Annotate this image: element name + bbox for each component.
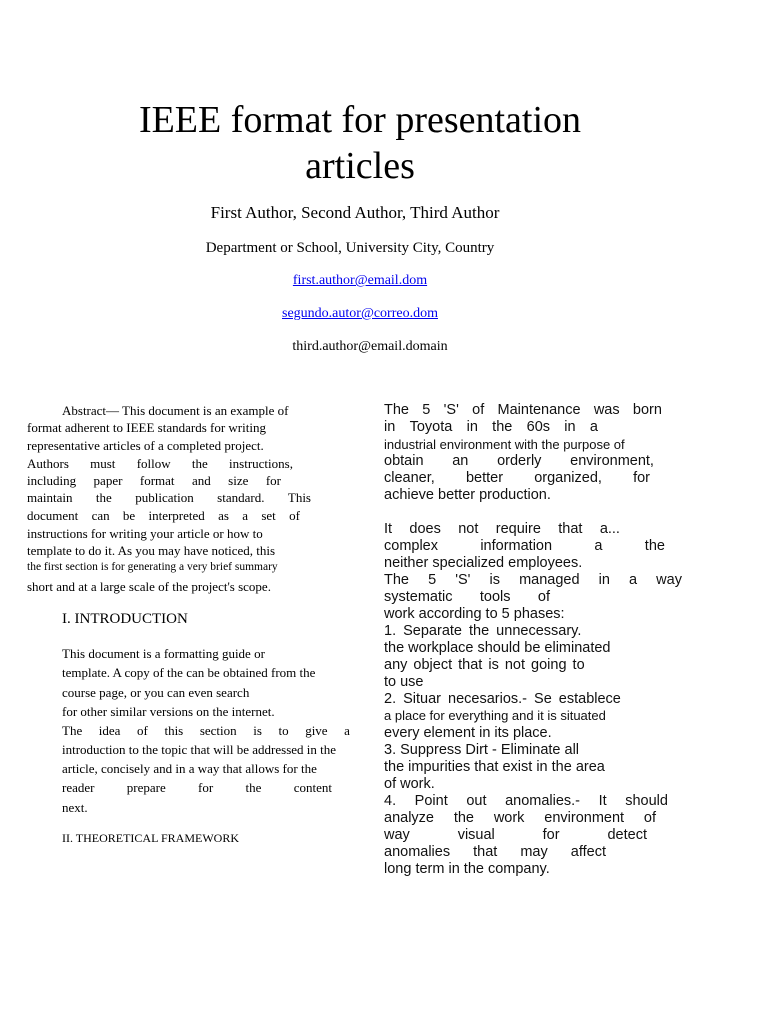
word: to — [278, 723, 289, 738]
email-text-third: third.author@email.domain — [292, 339, 448, 354]
word: follow — [136, 456, 171, 471]
body-line — [384, 844, 606, 860]
abstract-line — [27, 473, 281, 489]
word: The — [384, 402, 409, 418]
abstract-line: instructions for writing your article or how to — [27, 526, 263, 541]
word: a — [629, 572, 638, 588]
word: give — [305, 723, 328, 738]
word: a — [242, 508, 249, 523]
body-line: industrial environment with the purpose of — [384, 437, 625, 452]
word: the — [245, 780, 262, 795]
word: of — [643, 810, 656, 826]
word: in — [384, 419, 396, 435]
word: the — [191, 456, 208, 471]
word: environment — [544, 810, 625, 826]
word: this — [164, 723, 184, 738]
word: organized, — [534, 470, 602, 486]
abstract-line: the first section is for generating a very brief summary — [27, 561, 278, 573]
word: for — [265, 473, 281, 488]
body-line: every element in its place. — [384, 725, 552, 741]
word: systematic — [384, 589, 453, 605]
title-line-2: articles — [305, 145, 415, 187]
word: maintain — [27, 490, 73, 505]
word: for — [542, 827, 560, 843]
intro-line — [62, 723, 350, 739]
word: managed — [519, 572, 580, 588]
word: reader — [62, 780, 95, 795]
body-line: work according to 5 phases: — [384, 606, 565, 622]
word: document — [27, 508, 79, 523]
intro-line: template. A copy of the can be obtained from the — [62, 665, 316, 680]
word: out — [466, 793, 487, 809]
word: as — [218, 508, 229, 523]
word: content — [293, 780, 332, 795]
word: Toyota — [409, 419, 453, 435]
body-line — [384, 589, 550, 605]
word: section — [199, 723, 237, 738]
word: The — [384, 572, 409, 588]
word: does — [409, 521, 441, 537]
word: prepare — [126, 780, 166, 795]
word: a — [594, 538, 603, 554]
word: be — [122, 508, 136, 523]
word: It — [384, 521, 393, 537]
email-third — [10, 339, 730, 355]
word: way — [656, 572, 682, 588]
body-line — [384, 827, 647, 843]
word: must — [90, 456, 116, 471]
body-line: a place for everything and it is situated — [384, 708, 606, 723]
word: of — [137, 723, 148, 738]
word: environment, — [570, 453, 654, 469]
word: 5 — [428, 572, 437, 588]
word: Maintenance — [497, 402, 581, 418]
intro-line: This document is a formatting guide or — [62, 646, 265, 661]
body-line: of work. — [384, 776, 435, 792]
intro-line — [62, 780, 332, 796]
word: publication — [135, 490, 194, 505]
title-line-1: IEEE format for presentation — [138, 99, 582, 141]
word: orderly — [497, 453, 542, 469]
body-line: the impurities that exist in the area — [384, 759, 605, 775]
body-line — [384, 419, 598, 435]
abstract-line: representative articles of a completed project. — [27, 438, 264, 453]
department: Department or School, University City, Country — [205, 240, 495, 256]
abstract-line — [27, 456, 293, 472]
word: a — [344, 723, 350, 738]
body-line — [384, 453, 654, 469]
word: anomalies — [384, 844, 451, 860]
body-line — [384, 810, 656, 826]
word: require — [495, 521, 541, 537]
word: an — [452, 453, 469, 469]
heading-introduction: I. INTRODUCTION — [62, 611, 188, 627]
word: complex — [384, 538, 438, 554]
word: format — [139, 473, 175, 488]
word: the — [644, 538, 665, 554]
word: cleaner, — [384, 470, 435, 486]
body-line: neither specialized employees. — [384, 555, 583, 571]
abstract-line — [27, 490, 311, 506]
word: in — [598, 572, 610, 588]
word: of — [537, 589, 550, 605]
word: may — [520, 844, 548, 860]
word: 4. — [384, 793, 397, 809]
word: born — [632, 402, 662, 418]
body-line: the workplace should be eliminated — [384, 640, 611, 656]
word: tools — [479, 589, 511, 605]
word: Point — [414, 793, 448, 809]
word: the — [95, 490, 112, 505]
word: 5 — [422, 402, 431, 418]
word: way — [384, 827, 410, 843]
word: detect — [607, 827, 647, 843]
word: not — [458, 521, 479, 537]
word: 'S' — [443, 402, 459, 418]
abstract-line: short and at a large scale of the project's scope. — [27, 579, 271, 594]
word: is — [489, 572, 501, 588]
body-line: to use — [384, 674, 424, 690]
word: Authors — [27, 456, 69, 471]
word: idea — [98, 723, 121, 738]
body-line — [384, 572, 682, 588]
word: work — [493, 810, 525, 826]
body-line — [384, 538, 665, 554]
word: that — [558, 521, 583, 537]
word: in — [564, 419, 576, 435]
word: should — [625, 793, 668, 809]
word: was — [593, 402, 620, 418]
word: of — [472, 402, 485, 418]
word: that — [473, 844, 498, 860]
word: analyze — [384, 810, 434, 826]
word: information — [480, 538, 553, 554]
word: size — [228, 473, 249, 488]
word: in — [466, 419, 478, 435]
body-line: 2. Situar necesarios.- Se establece — [384, 691, 621, 707]
abstract-line — [27, 508, 300, 524]
intro-line: for other similar versions on the internet. — [62, 704, 275, 719]
word: paper — [93, 473, 123, 488]
intro-line: article, concisely and in a way that allows for the — [62, 761, 317, 776]
word: 60s — [526, 419, 551, 435]
word: of — [289, 508, 300, 523]
email-link-second[interactable]: segundo.autor@correo.dom — [282, 306, 438, 321]
word: the — [453, 810, 474, 826]
abstract-line: format adherent to IEEE standards for writing — [27, 420, 266, 435]
abstract-line: Abstract— This document is an example of — [62, 403, 289, 418]
body-line: achieve better production. — [384, 487, 551, 503]
word: set — [261, 508, 276, 523]
word: the — [492, 419, 513, 435]
body-line — [384, 470, 650, 486]
word: for — [198, 780, 214, 795]
intro-line: introduction to the topic that will be addressed in the — [62, 742, 337, 757]
word: instructions, — [229, 456, 293, 471]
word: for — [633, 470, 650, 486]
body-line: long term in the company. — [384, 861, 550, 877]
email-first — [0, 273, 720, 289]
body-line: 1. Separate the unnecessary. — [384, 623, 582, 639]
email-link-first[interactable]: first.author@email.dom — [292, 273, 428, 288]
body-line — [384, 793, 668, 809]
word: is — [253, 723, 262, 738]
email-second — [0, 306, 720, 322]
intro-line: next. — [62, 800, 88, 815]
intro-line: course page, or you can even search — [62, 685, 250, 700]
word: interpreted — [148, 508, 205, 523]
word: and — [191, 473, 211, 488]
word: including — [27, 473, 77, 488]
body-line — [384, 521, 620, 537]
word: standard. — [217, 490, 265, 505]
abstract-line: template to do it. As you may have noticed, this — [27, 543, 276, 558]
authors: First Author, Second Author, Third Author — [210, 203, 500, 222]
word: better — [465, 470, 504, 486]
word: The — [62, 723, 83, 738]
word: affect — [570, 844, 606, 860]
word: It — [598, 793, 607, 809]
word: a — [589, 419, 598, 435]
heading-theoretical-framework: II. THEORETICAL FRAMEWORK — [62, 831, 239, 845]
word: obtain — [384, 453, 424, 469]
word: a... — [599, 521, 620, 537]
word: This — [287, 490, 311, 505]
word: can — [91, 508, 110, 523]
body-line: any object that is not going to — [384, 657, 585, 673]
body-line: 3. Suppress Dirt - Eliminate all — [384, 742, 580, 758]
word: visual — [457, 827, 495, 843]
word: 'S' — [455, 572, 471, 588]
word: anomalies.- — [505, 793, 581, 809]
body-line — [384, 402, 662, 418]
